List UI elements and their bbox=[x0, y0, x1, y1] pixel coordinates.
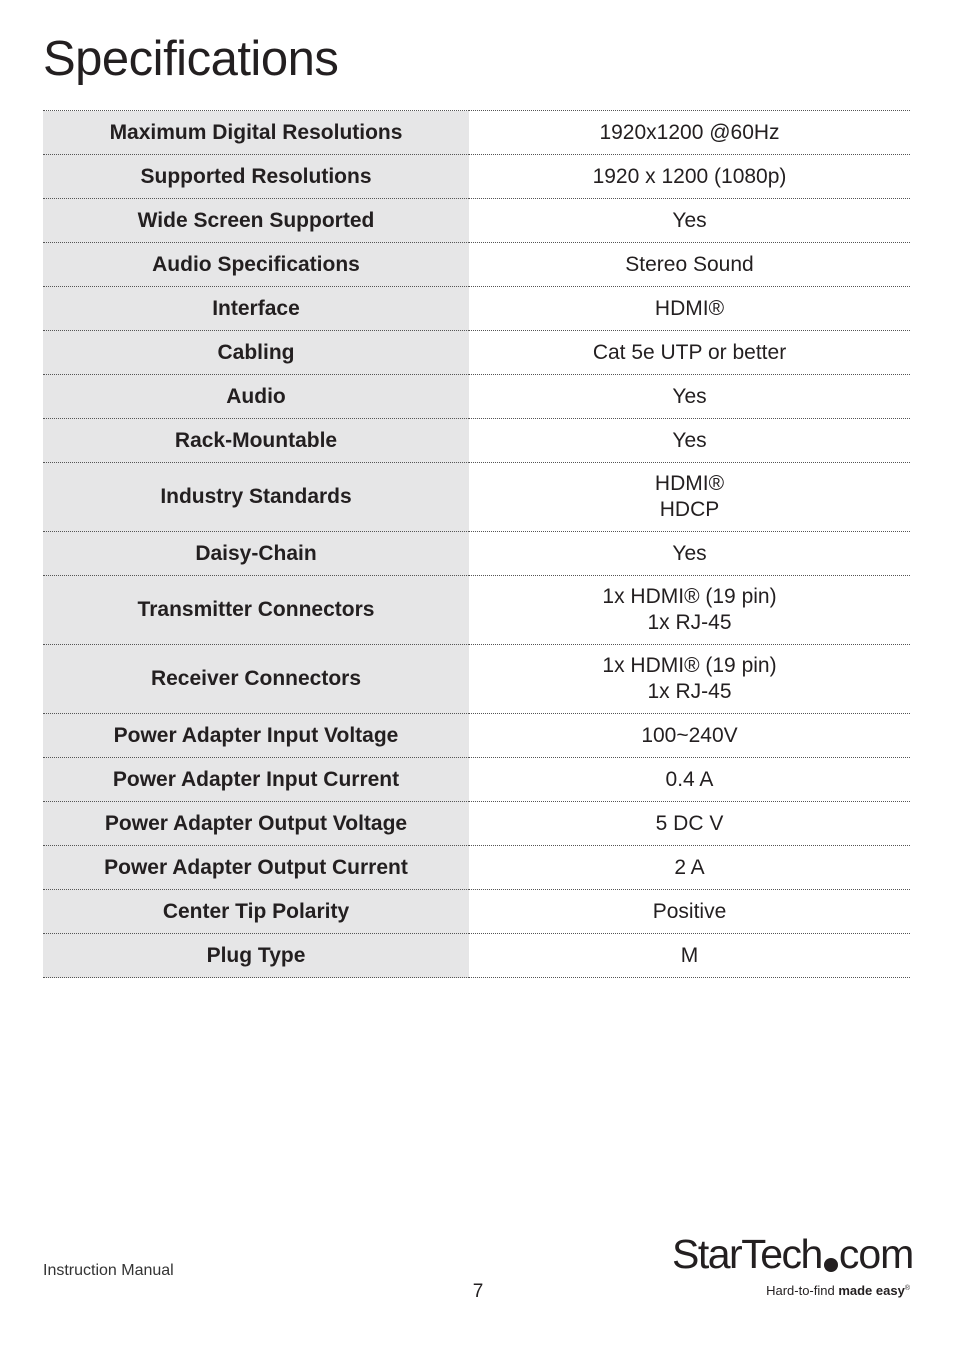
spec-row bbox=[43, 463, 910, 532]
spec-label: Interface bbox=[43, 287, 469, 331]
spec-value bbox=[469, 199, 910, 243]
spec-value bbox=[469, 934, 910, 978]
spec-value-line: 0.4 A bbox=[665, 767, 714, 791]
spec-value-line: M bbox=[680, 943, 699, 967]
spec-row bbox=[43, 890, 910, 934]
spec-value-line: 1920 x 1200 (1080p) bbox=[592, 164, 787, 188]
spec-value bbox=[469, 846, 910, 890]
spec-value-line: 5 DC V bbox=[655, 811, 724, 835]
spec-value-line: 1x RJ-45 bbox=[647, 611, 732, 634]
spec-value bbox=[469, 576, 910, 645]
spec-label: Receiver Connectors bbox=[43, 645, 469, 714]
spec-value-line: Cat 5e UTP or better bbox=[592, 340, 787, 364]
spec-value-line: 1920x1200 @60Hz bbox=[599, 120, 780, 144]
spec-value bbox=[469, 155, 910, 199]
spec-row bbox=[43, 243, 910, 287]
spec-value-line: HDMI® bbox=[654, 296, 725, 320]
spec-value bbox=[469, 331, 910, 375]
spec-value-line: HDMI® bbox=[654, 472, 725, 495]
spec-value bbox=[469, 287, 910, 331]
spec-label: Plug Type bbox=[43, 934, 469, 978]
spec-label: Daisy-Chain bbox=[43, 532, 469, 576]
spec-value-line: Yes bbox=[672, 384, 707, 408]
spec-value-line: 1x HDMI® (19 pin) bbox=[602, 654, 777, 677]
spec-row bbox=[43, 331, 910, 375]
spec-label: Industry Standards bbox=[43, 463, 469, 532]
spec-value bbox=[469, 375, 910, 419]
logo-wordmark bbox=[672, 1230, 913, 1278]
spec-label: Maximum Digital Resolutions bbox=[43, 111, 469, 155]
logo-registered-mark: ® bbox=[904, 1285, 910, 1292]
spec-value bbox=[469, 802, 910, 846]
spec-value-line: Stereo Sound bbox=[625, 252, 754, 276]
logo-brand-name: StarTech bbox=[672, 1231, 822, 1277]
spec-label: Cabling bbox=[43, 331, 469, 375]
footer-document-label: Instruction Manual bbox=[43, 1262, 174, 1279]
spec-row bbox=[43, 645, 910, 714]
spec-value bbox=[469, 463, 910, 532]
logo-dot-icon bbox=[824, 1258, 838, 1272]
spec-row bbox=[43, 419, 910, 463]
spec-value-line: Yes bbox=[672, 428, 707, 452]
spec-label: Audio Specifications bbox=[43, 243, 469, 287]
spec-value-line: 100~240V bbox=[641, 723, 738, 747]
page-title: Specifications bbox=[43, 32, 339, 86]
logo-tagline bbox=[766, 1283, 910, 1298]
spec-value bbox=[469, 532, 910, 576]
spec-label: Transmitter Connectors bbox=[43, 576, 469, 645]
spec-row bbox=[43, 576, 910, 645]
spec-value-line: Positive bbox=[652, 899, 727, 923]
spec-label: Power Adapter Input Current bbox=[43, 758, 469, 802]
spec-row bbox=[43, 199, 910, 243]
spec-label: Power Adapter Input Voltage bbox=[43, 714, 469, 758]
spec-row bbox=[43, 287, 910, 331]
spec-value-line: Yes bbox=[672, 541, 707, 565]
logo-tagline-bold: made easy bbox=[838, 1283, 905, 1298]
spec-row bbox=[43, 375, 910, 419]
spec-value-line: 1x HDMI® (19 pin) bbox=[602, 585, 777, 608]
spec-label: Wide Screen Supported bbox=[43, 199, 469, 243]
spec-value-line: Yes bbox=[672, 208, 707, 232]
spec-value bbox=[469, 758, 910, 802]
logo-tagline-regular: Hard-to-find bbox=[766, 1283, 839, 1298]
spec-value bbox=[469, 111, 910, 155]
spec-row bbox=[43, 714, 910, 758]
spec-value bbox=[469, 714, 910, 758]
spec-value bbox=[469, 890, 910, 934]
page-number: 7 bbox=[472, 1281, 484, 1302]
spec-label: Audio bbox=[43, 375, 469, 419]
spec-label: Supported Resolutions bbox=[43, 155, 469, 199]
spec-row bbox=[43, 758, 910, 802]
spec-row bbox=[43, 846, 910, 890]
specifications-table bbox=[43, 110, 910, 978]
spec-value bbox=[469, 243, 910, 287]
logo-brand-suffix: com bbox=[838, 1231, 914, 1277]
startech-logo bbox=[672, 1230, 912, 1305]
spec-value bbox=[469, 419, 910, 463]
spec-row bbox=[43, 155, 910, 199]
spec-value-line: HDCP bbox=[659, 498, 720, 521]
spec-value-line: 2 A bbox=[674, 855, 705, 879]
spec-label: Center Tip Polarity bbox=[43, 890, 469, 934]
spec-row bbox=[43, 111, 910, 155]
spec-label: Power Adapter Output Current bbox=[43, 846, 469, 890]
spec-row bbox=[43, 934, 910, 978]
spec-label: Power Adapter Output Voltage bbox=[43, 802, 469, 846]
spec-label: Rack-Mountable bbox=[43, 419, 469, 463]
specifications-table-body bbox=[43, 111, 910, 978]
spec-row bbox=[43, 532, 910, 576]
spec-value bbox=[469, 645, 910, 714]
spec-row bbox=[43, 802, 910, 846]
spec-value-line: 1x RJ-45 bbox=[647, 680, 732, 703]
